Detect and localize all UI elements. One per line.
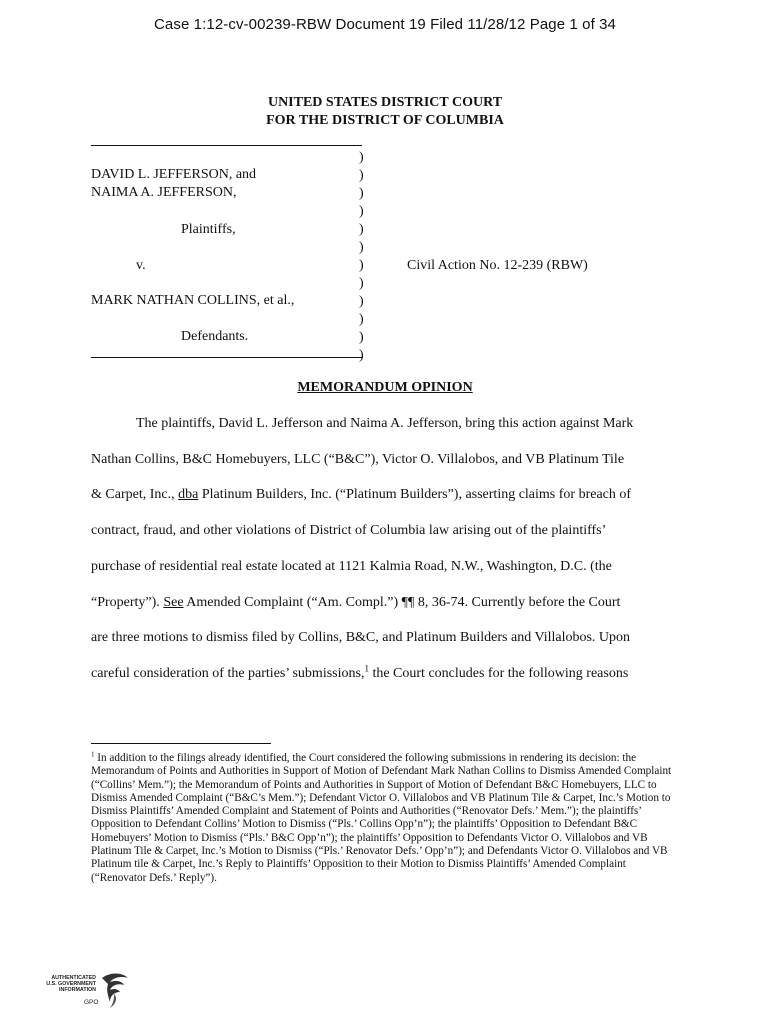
- footnote-text: In addition to the filings already identified, the Court considered the following submissions in rendering its decision: the Memorandum of Points and Authorities in Support of Motion of Defendant Mark Nathan Collins to Dismiss Amended Complaint (“Collins’ Mem.”); the Memorandum of Points and Authorities in Support of Motion of Defendant B&C Homebuyers, LLC to Dismiss Amended Complaint (“B&C’s Mem.”); Defendant Victor O. Villalobos and VB Platinum Tile & Carpet, Inc.’s Motion to Dismiss Plaintiffs’ Amended Complaint and Statement of Points and Authorities (“Renovator Defs.’ Mem.”); the plaintiffs’ Opposition to Defendant Collins’ Motion to Dismiss (“Pls.’ Collins Opp’n”); the plaintiffs’ Opposition to Defendant B&C Homebuyers’ Motion to Dismiss (“Pls.’ B&C Opp’n”); the plaintiffs’ Opposition to Defendants Victor O. Villalobos and VB Platinum Tile & Carpet, Inc.’s Motion to Dismiss (“Pls.’ Renovator Defs.’ Opp’n”); and Defendants Victor O. Villalobos and VB Platinum tile & Carpet, Inc.’s Reply to Plaintiffs’ Opposition to their Motion to Dismiss Plaintiffs’ Amended Complaint (“Renovator Defs.’ Reply”).: [91, 752, 672, 884]
- seal-text: [40, 975, 96, 993]
- civil-action-number: Civil Action No. 12-239 (RBW): [407, 258, 588, 273]
- court-name-line1: UNITED STATES DISTRICT COURT: [267, 95, 503, 110]
- body-line-8: [91, 663, 629, 682]
- footnote-1: [91, 752, 683, 885]
- body-line-4: contract, fraud, and other violations of District of Columbia law arising out of the plaintiffs’: [91, 523, 607, 538]
- page-header: Case 1:12-cv-00239-RBW Document 19 Filed 11/28/12 Page 1 of 34: [153, 16, 616, 33]
- caption-bottom-rule: [91, 357, 362, 358]
- defendant-name: MARK NATHAN COLLINS, et al.,: [91, 293, 295, 308]
- body-text: the Court concludes for the following reasons: [368, 666, 629, 681]
- body-line-1: The plaintiffs, David L. Jefferson and Naima A. Jefferson, bring this action against Mark: [136, 416, 634, 431]
- seal-gpo-label: GPO: [84, 999, 99, 1006]
- court-name-line2: FOR THE DISTRICT OF COLUMBIA: [266, 113, 504, 128]
- body-line-5: purchase of residential real estate located at 1121 Kalmia Road, N.W., Washington, D.C. (the: [91, 559, 612, 574]
- body-text: & Carpet, Inc.,: [91, 487, 179, 502]
- caption-paren: ): [359, 204, 364, 219]
- body-underlined-text: dba: [178, 487, 199, 502]
- caption-paren: ): [359, 348, 364, 363]
- versus: v.: [136, 258, 146, 273]
- caption-paren: ): [359, 294, 364, 309]
- seal-line-1: AUTHENTICATED: [51, 975, 96, 981]
- caption-paren: ): [359, 222, 364, 237]
- body-line-7: are three motions to dismiss filed by Collins, B&C, and Platinum Builders and Villalobos. Upon: [91, 630, 631, 645]
- eagle-seal-icon: [96, 972, 132, 1012]
- caption-paren: ): [359, 312, 364, 327]
- caption-paren: ): [359, 240, 364, 255]
- caption-paren: ): [359, 258, 364, 273]
- caption-paren: ): [359, 150, 364, 165]
- body-text: Platinum Builders, Inc. (“Platinum Builders”), asserting claims for breach of: [198, 487, 632, 502]
- body-text: “Property”).: [91, 595, 164, 610]
- caption-paren: ): [359, 330, 364, 345]
- caption-paren: ): [359, 276, 364, 291]
- caption-paren: ): [359, 186, 364, 201]
- body-text: careful consideration of the parties’ submissions,: [91, 666, 365, 681]
- gpo-authentication-seal: [40, 972, 135, 1012]
- plaintiff-name-2: NAIMA A. JEFFERSON,: [91, 185, 237, 200]
- caption-paren-column: [359, 149, 364, 365]
- plaintiff-name-1: DAVID L. JEFFERSON, and: [91, 167, 257, 182]
- body-line-3: [91, 487, 631, 503]
- body-underlined-text: See: [163, 595, 184, 610]
- seal-line-2: U.S. GOVERNMENT: [46, 981, 96, 987]
- document-title: MEMORANDUM OPINION: [297, 380, 473, 395]
- caption-top-rule: [91, 145, 362, 146]
- footnote-marker: 1: [91, 750, 95, 759]
- body-line-2: Nathan Collins, B&C Homebuyers, LLC (“B&C”), Victor O. Villalobos, and VB Platinum Tile: [91, 452, 625, 467]
- body-text: Amended Complaint (“Am. Compl.”) ¶¶ 8, 36-74. Currently before the Court: [183, 595, 621, 610]
- caption-paren: ): [359, 168, 364, 183]
- body-line-6: [91, 595, 620, 611]
- plaintiffs-role: Plaintiffs,: [181, 222, 236, 237]
- footnote-separator: [91, 743, 271, 744]
- defendants-role: Defendants.: [181, 329, 249, 344]
- seal-line-3: INFORMATION: [59, 987, 96, 993]
- footnote-reference[interactable]: 1: [364, 663, 369, 674]
